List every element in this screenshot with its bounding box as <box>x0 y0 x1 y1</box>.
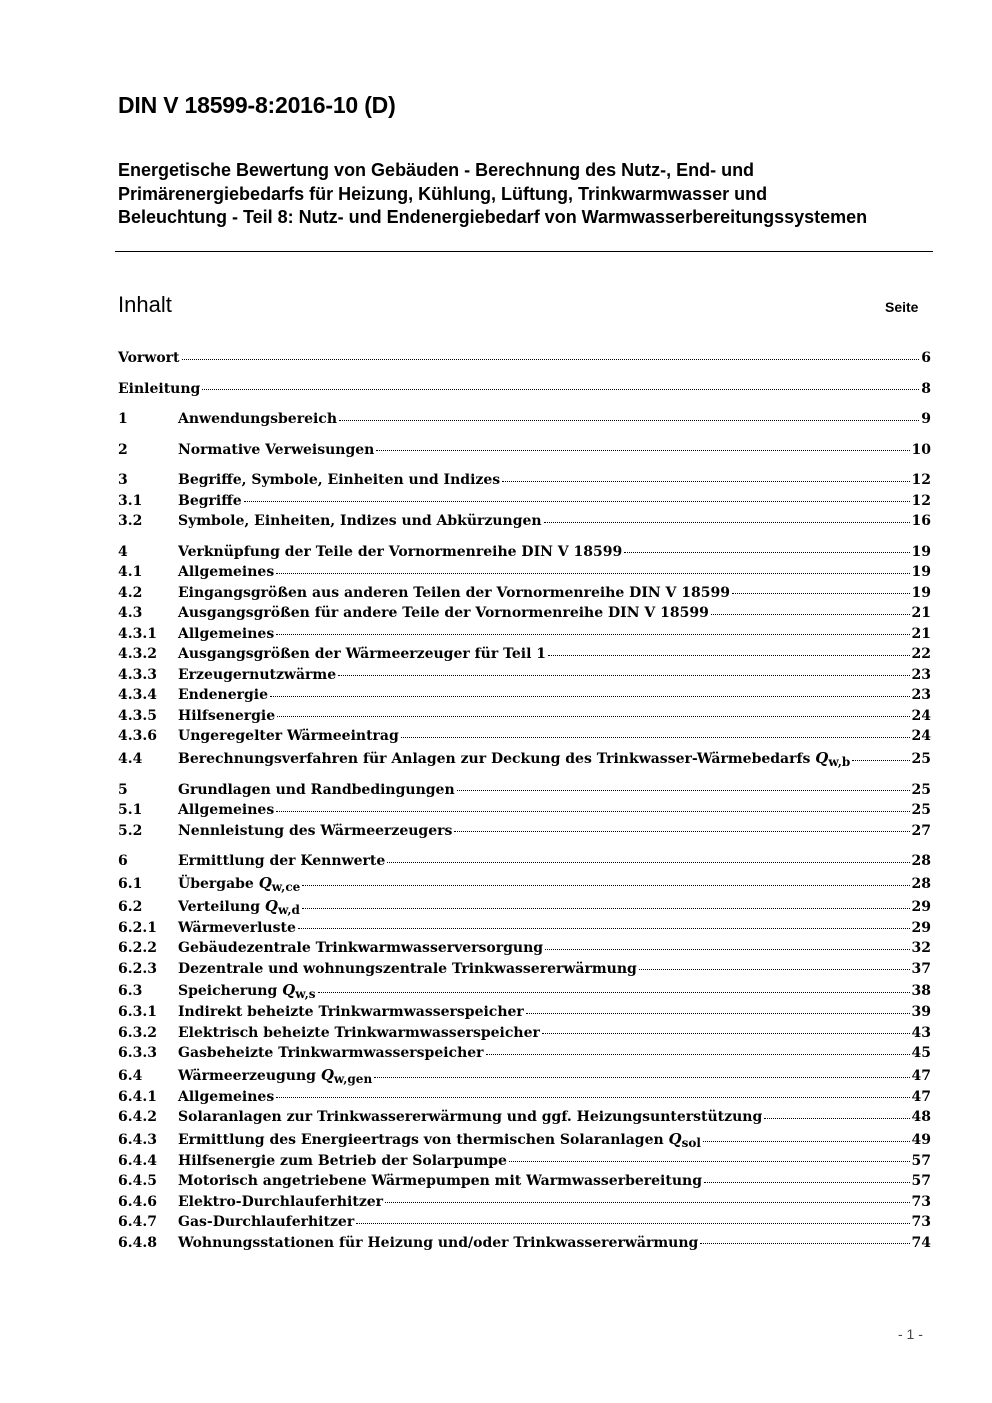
toc-entry-page: 47 <box>911 1067 931 1084</box>
toc-entry-number: 6 <box>118 853 128 869</box>
toc-entry-page: 9 <box>921 411 931 427</box>
toc-entry-title-text: Ermittlung des Energieertrags von thermischen Solaranlagen <box>178 1131 664 1148</box>
toc-entry-title <box>178 1087 274 1108</box>
toc-entry-title-text: Wärmeerzeugung <box>178 1067 316 1084</box>
toc-dot-leader <box>457 790 910 791</box>
toc-dot-leader <box>544 522 910 523</box>
toc-entry-page: 32 <box>911 940 931 956</box>
toc-dot-leader <box>387 862 909 863</box>
toc-entry-title <box>178 979 316 1003</box>
toc-entry-title-text: Ungeregelter Wärmeeintrag <box>178 728 399 744</box>
toc-entry-number: 4.3 <box>118 605 143 621</box>
toc-entry-number: 6.4.5 <box>118 1173 157 1189</box>
toc-entry-title <box>178 1171 702 1192</box>
toc-dot-leader <box>202 389 919 390</box>
toc-entry-page: 19 <box>911 584 931 601</box>
toc-entry-number: 3.1 <box>118 492 143 509</box>
toc-entry-number: 4.2 <box>118 584 143 601</box>
toc-entry-number: 6.4.3 <box>118 1131 157 1148</box>
toc-entry-page: 19 <box>911 564 931 580</box>
toc-entry-title <box>178 895 300 919</box>
toc-entry-title-text: Wohnungsstationen für Heizung und/oder Trinkwassererwärmung <box>178 1234 699 1251</box>
toc-entry-number: 2 <box>118 441 128 458</box>
toc-dot-leader <box>732 593 910 594</box>
toc-entry-page: 73 <box>911 1193 931 1210</box>
toc-entry[interactable] <box>118 747 931 770</box>
toc-entry-number: 6.3.2 <box>118 1024 157 1041</box>
toc-entry-page: 43 <box>911 1024 931 1041</box>
toc-entry[interactable] <box>118 1192 931 1213</box>
toc-entry[interactable] <box>118 1023 931 1044</box>
toc-entry-number: 4 <box>118 543 128 560</box>
toc-entry[interactable] <box>118 1233 931 1254</box>
toc-entry-page: 57 <box>911 1173 931 1189</box>
toc-entry-page: 23 <box>911 687 931 703</box>
toc-entry-page: 74 <box>911 1234 931 1251</box>
toc-entry-number: 4.1 <box>118 564 143 580</box>
toc-dot-leader <box>276 573 909 574</box>
toc-entry-page: 39 <box>911 1004 931 1020</box>
toc-entry-page: 45 <box>911 1045 931 1061</box>
toc-entry[interactable] <box>118 624 931 645</box>
toc-entry-title <box>178 1128 701 1152</box>
toc-entry-title <box>178 491 242 512</box>
toc-entry-title <box>178 644 546 665</box>
toc-dot-leader <box>270 696 909 697</box>
toc-entry-page: 37 <box>911 960 931 977</box>
toc-dot-leader <box>700 1243 909 1244</box>
toc-entry[interactable] <box>118 800 931 821</box>
toc-entry[interactable] <box>118 440 931 461</box>
toc-entry-number: 6.4.8 <box>118 1234 157 1251</box>
toc-entry-number: 4.4 <box>118 750 143 767</box>
toc-entry-number: 6.4.4 <box>118 1152 157 1169</box>
toc-entry-title-text: Solaranlagen zur Trinkwassererwärmung und ggf. Heizungsunterstützung <box>178 1109 763 1125</box>
toc-entry-number: 6.2.2 <box>118 940 157 956</box>
toc-entry[interactable] <box>118 1064 931 1087</box>
toc-entry-title-text: Dezentrale und wohnungszentrale Trinkwassererwärmung <box>178 960 637 977</box>
toc-entry-title-text: Hilfsenergie zum Betrieb der Solarpumpe <box>178 1152 507 1169</box>
toc-entry-title <box>178 800 274 821</box>
toc-entry-title-text: Begriffe <box>178 492 242 509</box>
toc-entry-title-text: Ermittlung der Kennwerte <box>178 853 386 869</box>
toc-entry-title <box>178 440 374 461</box>
toc-entry[interactable] <box>118 851 931 872</box>
toc-entry-title-text: Grundlagen und Randbedingungen <box>178 781 455 798</box>
toc-entry-number: 6.3.1 <box>118 1004 157 1020</box>
toc-entry-page: 19 <box>911 543 931 560</box>
toc-dot-leader <box>624 552 909 553</box>
toc-entry-title <box>178 603 709 624</box>
toc-entry-page: 23 <box>911 666 931 683</box>
toc-entry-title <box>178 938 543 959</box>
toc-entry-title <box>118 379 200 400</box>
toc-entry-title <box>178 1107 762 1128</box>
toc-entry[interactable] <box>118 1002 931 1023</box>
toc-entry-title <box>178 872 300 896</box>
toc-entry-title <box>178 470 500 491</box>
table-of-contents <box>118 348 931 1253</box>
toc-entry[interactable] <box>118 1151 931 1172</box>
toc-dot-leader <box>509 1161 910 1162</box>
toc-dot-leader <box>711 614 910 615</box>
toc-entry-title <box>178 624 274 645</box>
toc-entry-page: 10 <box>911 441 931 458</box>
toc-entry-title <box>178 583 730 604</box>
toc-entry-title-text: Elektrisch beheizte Trinkwarmwasserspeicher <box>178 1024 540 1041</box>
toc-entry[interactable] <box>118 409 931 430</box>
toc-entry-title-text: Ausgangsgrößen der Wärmeerzeuger für Teil 1 <box>178 646 547 662</box>
toc-entry-symbol-letter: Q <box>258 873 272 892</box>
toc-dot-leader <box>486 1054 910 1055</box>
toc-entry[interactable] <box>118 959 931 980</box>
toc-dot-leader <box>454 831 909 832</box>
page-number: - 1 - <box>898 1326 923 1342</box>
toc-entry-symbol-letter: Q <box>668 1129 682 1148</box>
toc-entry-title <box>178 780 455 801</box>
toc-entry[interactable] <box>118 511 931 532</box>
toc-dot-leader <box>502 481 909 482</box>
toc-entry-number: 5.1 <box>118 802 143 818</box>
toc-entry-title-text: Gebäudezentrale Trinkwarmwasserversorgung <box>178 940 544 956</box>
toc-entry-title <box>178 1043 484 1064</box>
toc-entry-symbol-letter: Q <box>282 981 296 999</box>
toc-entry-title <box>118 348 180 369</box>
toc-entry-title <box>178 1064 372 1088</box>
toc-entry-symbol-letter: Q <box>815 748 829 767</box>
toc-entry[interactable] <box>118 348 931 369</box>
toc-entry-title-text: Symbole, Einheiten, Indizes und Abkürzungen <box>178 513 542 529</box>
toc-dot-leader <box>376 450 909 451</box>
toc-entry-page: 73 <box>911 1214 931 1230</box>
toc-entry-title <box>178 409 337 430</box>
toc-entry-title-text: Einleitung <box>118 380 201 397</box>
toc-entry-page: 24 <box>911 707 931 724</box>
toc-entry[interactable] <box>118 895 931 918</box>
toc-entry-symbol <box>669 1130 701 1148</box>
toc-entry[interactable] <box>118 542 931 563</box>
toc-entry-page: 29 <box>911 898 931 915</box>
toc-entry-title-text: Begriffe, Symbole, Einheiten und Indizes <box>178 472 501 488</box>
toc-entry-number: 6.4.6 <box>118 1193 157 1210</box>
toc-entry-title-text: Eingangsgrößen aus anderen Teilen der Vornormenreihe DIN V 18599 <box>178 584 730 601</box>
toc-entry-number: 4.3.1 <box>118 625 157 642</box>
toc-entry-symbol <box>321 1066 372 1084</box>
toc-entry-title <box>178 1192 383 1213</box>
toc-entry[interactable] <box>118 644 931 665</box>
toc-entry-symbol-subscript: w,s <box>295 987 316 1001</box>
toc-entry-number: 4.3.4 <box>118 687 157 703</box>
toc-entry-page: 25 <box>911 802 931 818</box>
toc-dot-leader <box>302 908 910 909</box>
toc-entry[interactable] <box>118 470 931 491</box>
toc-entry-page: 57 <box>911 1152 931 1169</box>
toc-entry-page: 28 <box>911 853 931 869</box>
toc-entry-title <box>178 706 275 727</box>
toc-entry-number: 6.4.1 <box>118 1088 157 1105</box>
toc-entry-title-text: Gasbeheizte Trinkwarmwasserspeicher <box>178 1045 484 1061</box>
toc-entry-symbol <box>282 981 315 999</box>
toc-dot-leader <box>401 737 910 738</box>
toc-entry-number: 3 <box>118 472 128 488</box>
toc-dot-leader <box>277 716 909 717</box>
toc-entry-page: 47 <box>911 1088 931 1105</box>
toc-entry-number: 4.3.6 <box>118 728 157 744</box>
toc-entry-title-text: Endenergie <box>178 687 269 703</box>
toc-dot-leader <box>385 1202 909 1203</box>
toc-entry-title-text: Vorwort <box>118 350 180 366</box>
toc-entry-title <box>178 685 268 706</box>
toc-dot-leader <box>302 885 909 886</box>
toc-entry-title-text: Normative Verweisungen <box>178 441 375 458</box>
toc-dot-leader <box>548 655 909 656</box>
toc-entry-number: 6.2.3 <box>118 960 157 977</box>
toc-entry[interactable] <box>118 1212 931 1233</box>
toc-entry-title-text: Allgemeines <box>178 625 275 642</box>
toc-entry-title-text: Verknüpfung der Teile der Vornormenreihe DIN V 18599 <box>178 543 623 560</box>
toc-entry-title-text: Hilfsenergie <box>178 707 276 724</box>
toc-entry-number: 6.2 <box>118 898 143 915</box>
toc-entry-page: 29 <box>911 919 931 936</box>
toc-entry-number: 6.2.1 <box>118 919 157 936</box>
toc-dot-leader <box>704 1182 910 1183</box>
toc-entry-title-text: Anwendungsbereich <box>178 411 337 427</box>
toc-entry-title <box>178 1023 540 1044</box>
toc-entry[interactable] <box>118 1043 931 1064</box>
toc-entry-title <box>178 1233 698 1254</box>
title-divider <box>115 251 933 252</box>
document-title: DIN V 18599-8:2016-10 (D) <box>118 92 396 118</box>
toc-entry-page: 25 <box>911 750 931 767</box>
toc-entry[interactable] <box>118 726 931 747</box>
toc-entry-title-text: Erzeugernutzwärme <box>178 666 337 683</box>
toc-entry-title-text: Allgemeines <box>178 564 275 580</box>
toc-entry[interactable] <box>118 706 931 727</box>
toc-entry-title <box>178 542 622 563</box>
toc-entry-title <box>178 747 850 771</box>
toc-dot-leader <box>182 359 920 360</box>
toc-entry-page: 38 <box>911 983 931 999</box>
toc-dot-leader <box>298 928 910 929</box>
toc-entry-title-text: Allgemeines <box>178 802 275 818</box>
toc-entry[interactable] <box>118 379 931 400</box>
toc-dot-leader <box>339 420 919 421</box>
toc-entry-page: 16 <box>911 513 931 529</box>
toc-dot-leader <box>764 1118 909 1119</box>
toc-entry-title-text: Gas-Durchlauferhitzer <box>178 1214 355 1230</box>
toc-entry-title <box>178 821 452 842</box>
toc-entry-title-text: Nennleistung des Wärmeerzeugers <box>178 822 453 839</box>
toc-entry-page: 24 <box>911 728 931 744</box>
toc-dot-leader <box>276 811 909 812</box>
toc-entry-number: 1 <box>118 411 128 427</box>
toc-entry[interactable] <box>118 780 931 801</box>
toc-entry[interactable] <box>118 1128 931 1151</box>
toc-entry-title-text: Übergabe <box>178 875 254 892</box>
toc-entry-title-text: Allgemeines <box>178 1088 275 1105</box>
toc-entry-number: 6.4.2 <box>118 1109 157 1125</box>
toc-entry[interactable] <box>118 1087 931 1108</box>
toc-entry-title <box>178 1002 524 1023</box>
toc-entry-number: 6.4.7 <box>118 1214 157 1230</box>
toc-entry-symbol <box>815 749 850 767</box>
toc-dot-leader <box>374 1077 909 1078</box>
toc-entry-title-text: Berechnungsverfahren für Anlagen zur Deckung des Trinkwasser-Wärmebedarfs <box>178 750 811 767</box>
document-subtitle: Energetische Bewertung von Gebäuden - Berechnung des Nutz-, End- und Primärenergiebedarfs für Heizung, Kühlung, Lüftung, Trinkwarmwasser und Beleuchtung - Teil 8: Nutz- und Endenergiebedarf von Warmwasserbereitungssystemen <box>118 160 868 227</box>
toc-entry-number: 4.3.2 <box>118 646 157 662</box>
toc-entry-page: 28 <box>911 875 931 892</box>
toc-entry-title <box>178 1151 507 1172</box>
toc-entry-page: 49 <box>911 1131 931 1148</box>
toc-dot-leader <box>526 1013 910 1014</box>
toc-entry-title <box>178 918 296 939</box>
toc-entry-number: 6.4 <box>118 1067 143 1084</box>
toc-entry-title <box>178 851 385 872</box>
toc-dot-leader <box>276 1097 909 1098</box>
toc-entry[interactable] <box>118 583 931 604</box>
toc-entry-number: 3.2 <box>118 513 143 529</box>
toc-entry-number: 6.3 <box>118 983 143 999</box>
toc-entry-number: 4.3.3 <box>118 666 157 683</box>
toc-entry[interactable] <box>118 1171 931 1192</box>
toc-entry-symbol <box>259 874 301 892</box>
toc-entry-number: 6.1 <box>118 875 143 892</box>
toc-entry-number: 5.2 <box>118 822 143 839</box>
toc-entry-page: 21 <box>911 625 931 642</box>
toc-entry-page: 12 <box>911 492 931 509</box>
toc-entry-symbol-subscript: w,d <box>277 902 300 917</box>
toc-dot-leader <box>338 675 909 676</box>
toc-entry-number: 6.3.3 <box>118 1045 157 1061</box>
toc-entry-title-text: Motorisch angetriebene Wärmepumpen mit Warmwasserbereitung <box>178 1173 702 1189</box>
toc-entry-symbol-subscript: w,ce <box>271 879 301 894</box>
toc-entry[interactable] <box>118 603 931 624</box>
toc-entry-title-text: Verteilung <box>178 898 261 915</box>
toc-entry-page: 25 <box>911 781 931 798</box>
toc-entry-title-text: Speicherung <box>178 983 278 999</box>
toc-entry[interactable] <box>118 821 931 842</box>
toc-entry-title-text: Ausgangsgrößen für andere Teile der Vornormenreihe DIN V 18599 <box>178 605 709 621</box>
toc-entry[interactable] <box>118 872 931 895</box>
toc-entry-symbol-letter: Q <box>264 896 278 915</box>
toc-entry-number: 4.3.5 <box>118 707 157 724</box>
toc-entry[interactable] <box>118 665 931 686</box>
toc-entry-title <box>178 562 274 583</box>
toc-entry-title <box>178 665 336 686</box>
toc-dot-leader <box>276 634 909 635</box>
toc-dot-leader <box>852 760 909 761</box>
toc-dot-leader <box>318 992 910 993</box>
toc-entry[interactable] <box>118 685 931 706</box>
toc-dot-leader <box>703 1141 910 1142</box>
toc-entry[interactable] <box>118 562 931 583</box>
toc-entry[interactable] <box>118 491 931 512</box>
toc-entry[interactable] <box>118 979 931 1002</box>
toc-entry-title <box>178 726 399 747</box>
toc-entry-title <box>178 959 637 980</box>
toc-entry-title-text: Indirekt beheizte Trinkwarmwasserspeicher <box>178 1004 524 1020</box>
toc-entry-symbol-subscript: sol <box>681 1135 701 1150</box>
toc-entry-symbol-subscript: w,gen <box>333 1071 373 1086</box>
toc-dot-leader <box>356 1223 909 1224</box>
toc-entry-symbol-subscript: w,b <box>828 754 851 769</box>
toc-entry-page: 22 <box>911 646 931 662</box>
toc-entry-symbol-letter: Q <box>320 1065 334 1084</box>
toc-entry[interactable] <box>118 918 931 939</box>
toc-entry-number: 5 <box>118 781 128 798</box>
toc-entry[interactable] <box>118 1107 931 1128</box>
toc-dot-leader <box>244 501 910 502</box>
toc-entry-page: 8 <box>921 380 931 397</box>
toc-dot-leader <box>639 969 910 970</box>
toc-entry-title-text: Wärmeverluste <box>178 919 296 936</box>
toc-entry-symbol <box>265 897 300 915</box>
toc-entry-page: 48 <box>911 1109 931 1125</box>
toc-entry-title <box>178 511 542 532</box>
toc-dot-leader <box>542 1033 910 1034</box>
toc-dot-leader <box>545 949 909 950</box>
page-column-heading: Seite <box>885 299 919 315</box>
toc-entry[interactable] <box>118 938 931 959</box>
contents-heading: Inhalt <box>118 292 172 317</box>
toc-entry-page: 27 <box>911 822 931 839</box>
toc-entry-title-text: Elektro-Durchlauferhitzer <box>178 1193 384 1210</box>
toc-entry-page: 6 <box>921 350 931 366</box>
toc-entry-page: 12 <box>911 472 931 488</box>
toc-entry-title <box>178 1212 354 1233</box>
toc-entry-page: 21 <box>911 605 931 621</box>
